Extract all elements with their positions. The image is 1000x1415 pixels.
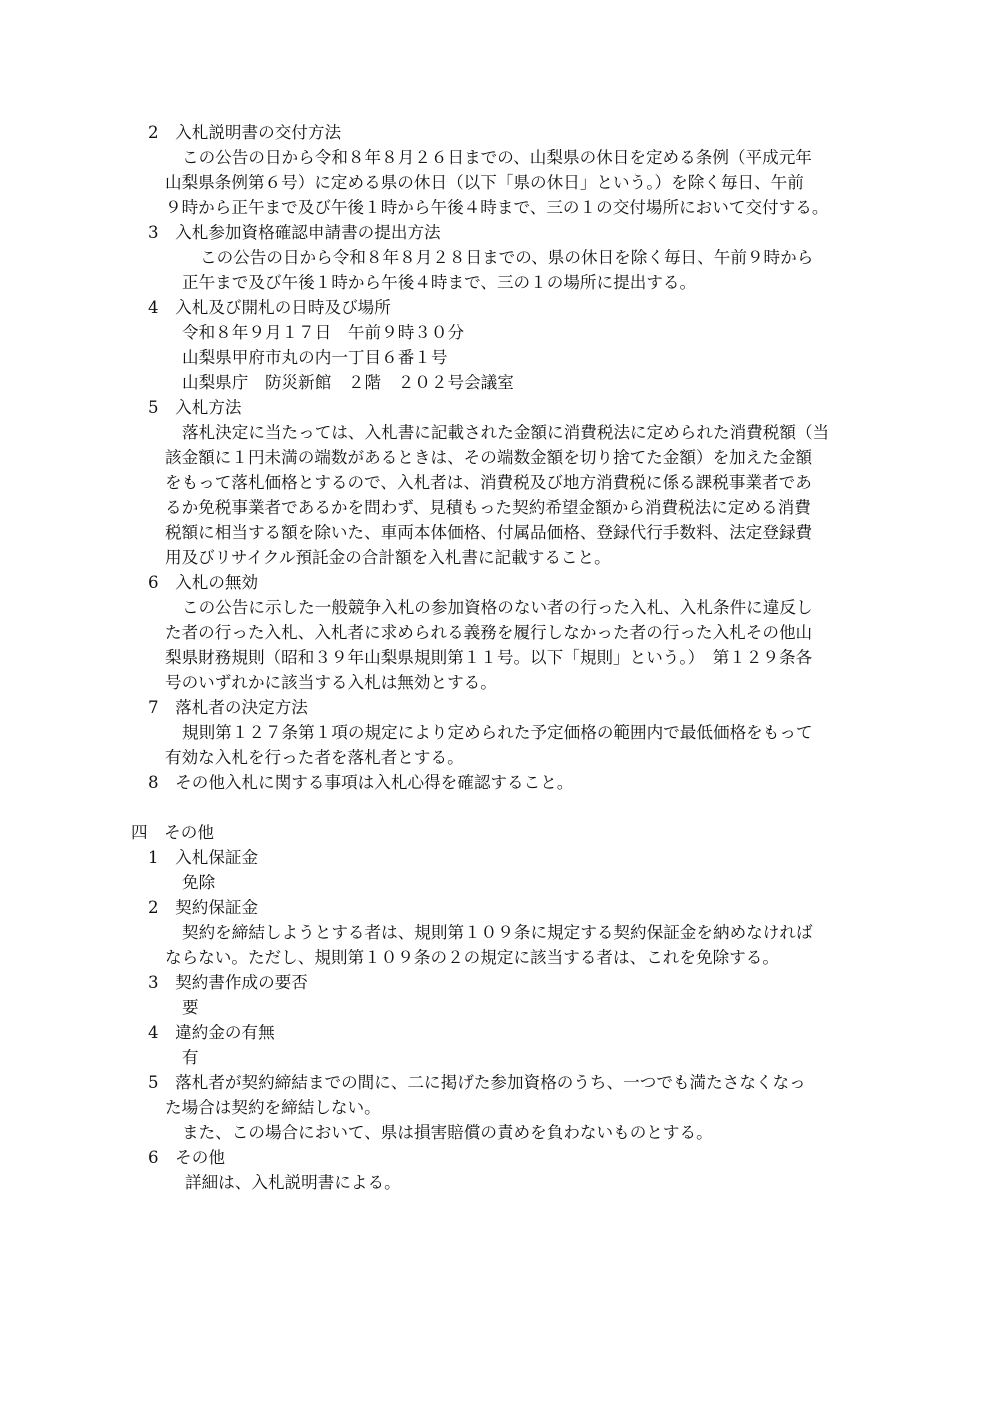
paragraph-line: また、この場合において、県は損害賠償の責めを負わないものとする。 <box>182 1123 713 1142</box>
paragraph-line: 梨県財務規則（昭和３９年山梨県規則第１１号。以下「規則」という。） 第１２９条各 <box>165 648 813 667</box>
paragraph-line: をもって落札価格とするので、入札者は、消費税及び地方消費税に係る課税事業者であ <box>165 473 812 492</box>
section-heading-4: 4 入札及び開札の日時及び場所 <box>148 298 391 317</box>
item-heading-2: 2 契約保証金 <box>148 898 259 917</box>
paragraph-line: 山梨県甲府市丸の内一丁目６番１号 <box>182 348 448 367</box>
section-heading-5: 5 入札方法 <box>148 398 242 417</box>
paragraph-line: 税額に相当する額を除いた、車両本体価格、付属品価格、登録代行手数料、法定登録費 <box>165 523 813 542</box>
paragraph-line: 免除 <box>182 873 216 892</box>
paragraph-line: た場合は契約を締結しない。 <box>165 1098 381 1117</box>
item-heading-3: 3 契約書作成の要否 <box>148 973 308 992</box>
item-heading-1: 1 入札保証金 <box>148 848 259 867</box>
paragraph-line: ならない。ただし、規則第１０９条の２の規定に該当する者は、これを免除する。 <box>165 948 779 967</box>
paragraph-line: この公告の日から令和８年８月２８日までの、県の休日を除く毎日、午前９時から <box>200 248 814 267</box>
paragraph-line: この公告に示した一般競争入札の参加資格のない者の行った入札、入札条件に違反し <box>182 598 813 617</box>
paragraph-line: 詳細は、入札説明書による。 <box>185 1173 401 1192</box>
paragraph-line: 正午まで及び午後１時から午後４時まで、三の１の場所に提出する。 <box>182 273 697 292</box>
paragraph-line: 要 <box>182 998 199 1017</box>
item-heading-5: 5 落札者が契約締結までの間に、二に掲げた参加資格のうち、一つでも満たさなくなっ <box>148 1073 806 1092</box>
paragraph-line: この公告の日から令和８年８月２６日までの、山梨県の休日を定める条例（平成元年 <box>182 148 812 167</box>
paragraph-line: 規則第１２７条第１項の規定により定められた予定価格の範囲内で最低価格をもって <box>182 723 813 742</box>
section-heading-2: 2 入札説明書の交付方法 <box>148 123 342 142</box>
paragraph-line: 落札決定に当たっては、入札書に記載された金額に消費税法に定められた消費税額（当 <box>182 423 830 442</box>
section-heading-8: 8 その他入札に関する事項は入札心得を確認すること。 <box>148 773 574 792</box>
item-heading-6: 6 その他 <box>148 1148 225 1167</box>
section-heading-7: 7 落札者の決定方法 <box>148 698 308 717</box>
part-heading-4: 四 その他 <box>131 823 214 842</box>
paragraph-line: 号のいずれかに該当する入札は無効とする。 <box>165 673 497 692</box>
paragraph-line: た者の行った入札、入札者に求められる義務を履行しなかった者の行った入札その他山 <box>165 623 813 642</box>
section-heading-6: 6 入札の無効 <box>148 573 259 592</box>
paragraph-line: 有 <box>182 1048 199 1067</box>
paragraph-line: るか免税事業者であるかを問わず、見積もった契約希望金額から消費税法に定める消費 <box>165 498 811 517</box>
paragraph-line: 山梨県条例第６号）に定める県の休日（以下「県の休日」という。）を除く毎日、午前 <box>165 173 804 192</box>
section-heading-3: 3 入札参加資格確認申請書の提出方法 <box>148 223 441 242</box>
paragraph-line: 用及びリサイクル預託金の合計額を入札書に記載すること。 <box>165 548 611 567</box>
paragraph-line: 有効な入札を行った者を落札者とする。 <box>165 748 464 767</box>
paragraph-line: 令和８年９月１７日 午前９時３０分 <box>182 323 465 342</box>
paragraph-line: 該金額に１円未満の端数があるときは、その端数金額を切り捨てた金額）を加えた金額 <box>165 448 813 467</box>
paragraph-line: ９時から正午まで及び午後１時から午後４時まで、三の１の交付場所において交付する。 <box>165 198 829 217</box>
item-heading-4: 4 違約金の有無 <box>148 1023 275 1042</box>
paragraph-line: 契約を締結しようとする者は、規則第１０９条に規定する契約保証金を納めなければ <box>182 923 813 942</box>
paragraph-line: 山梨県庁 防災新館 ２階 ２０２号会議室 <box>182 373 514 392</box>
